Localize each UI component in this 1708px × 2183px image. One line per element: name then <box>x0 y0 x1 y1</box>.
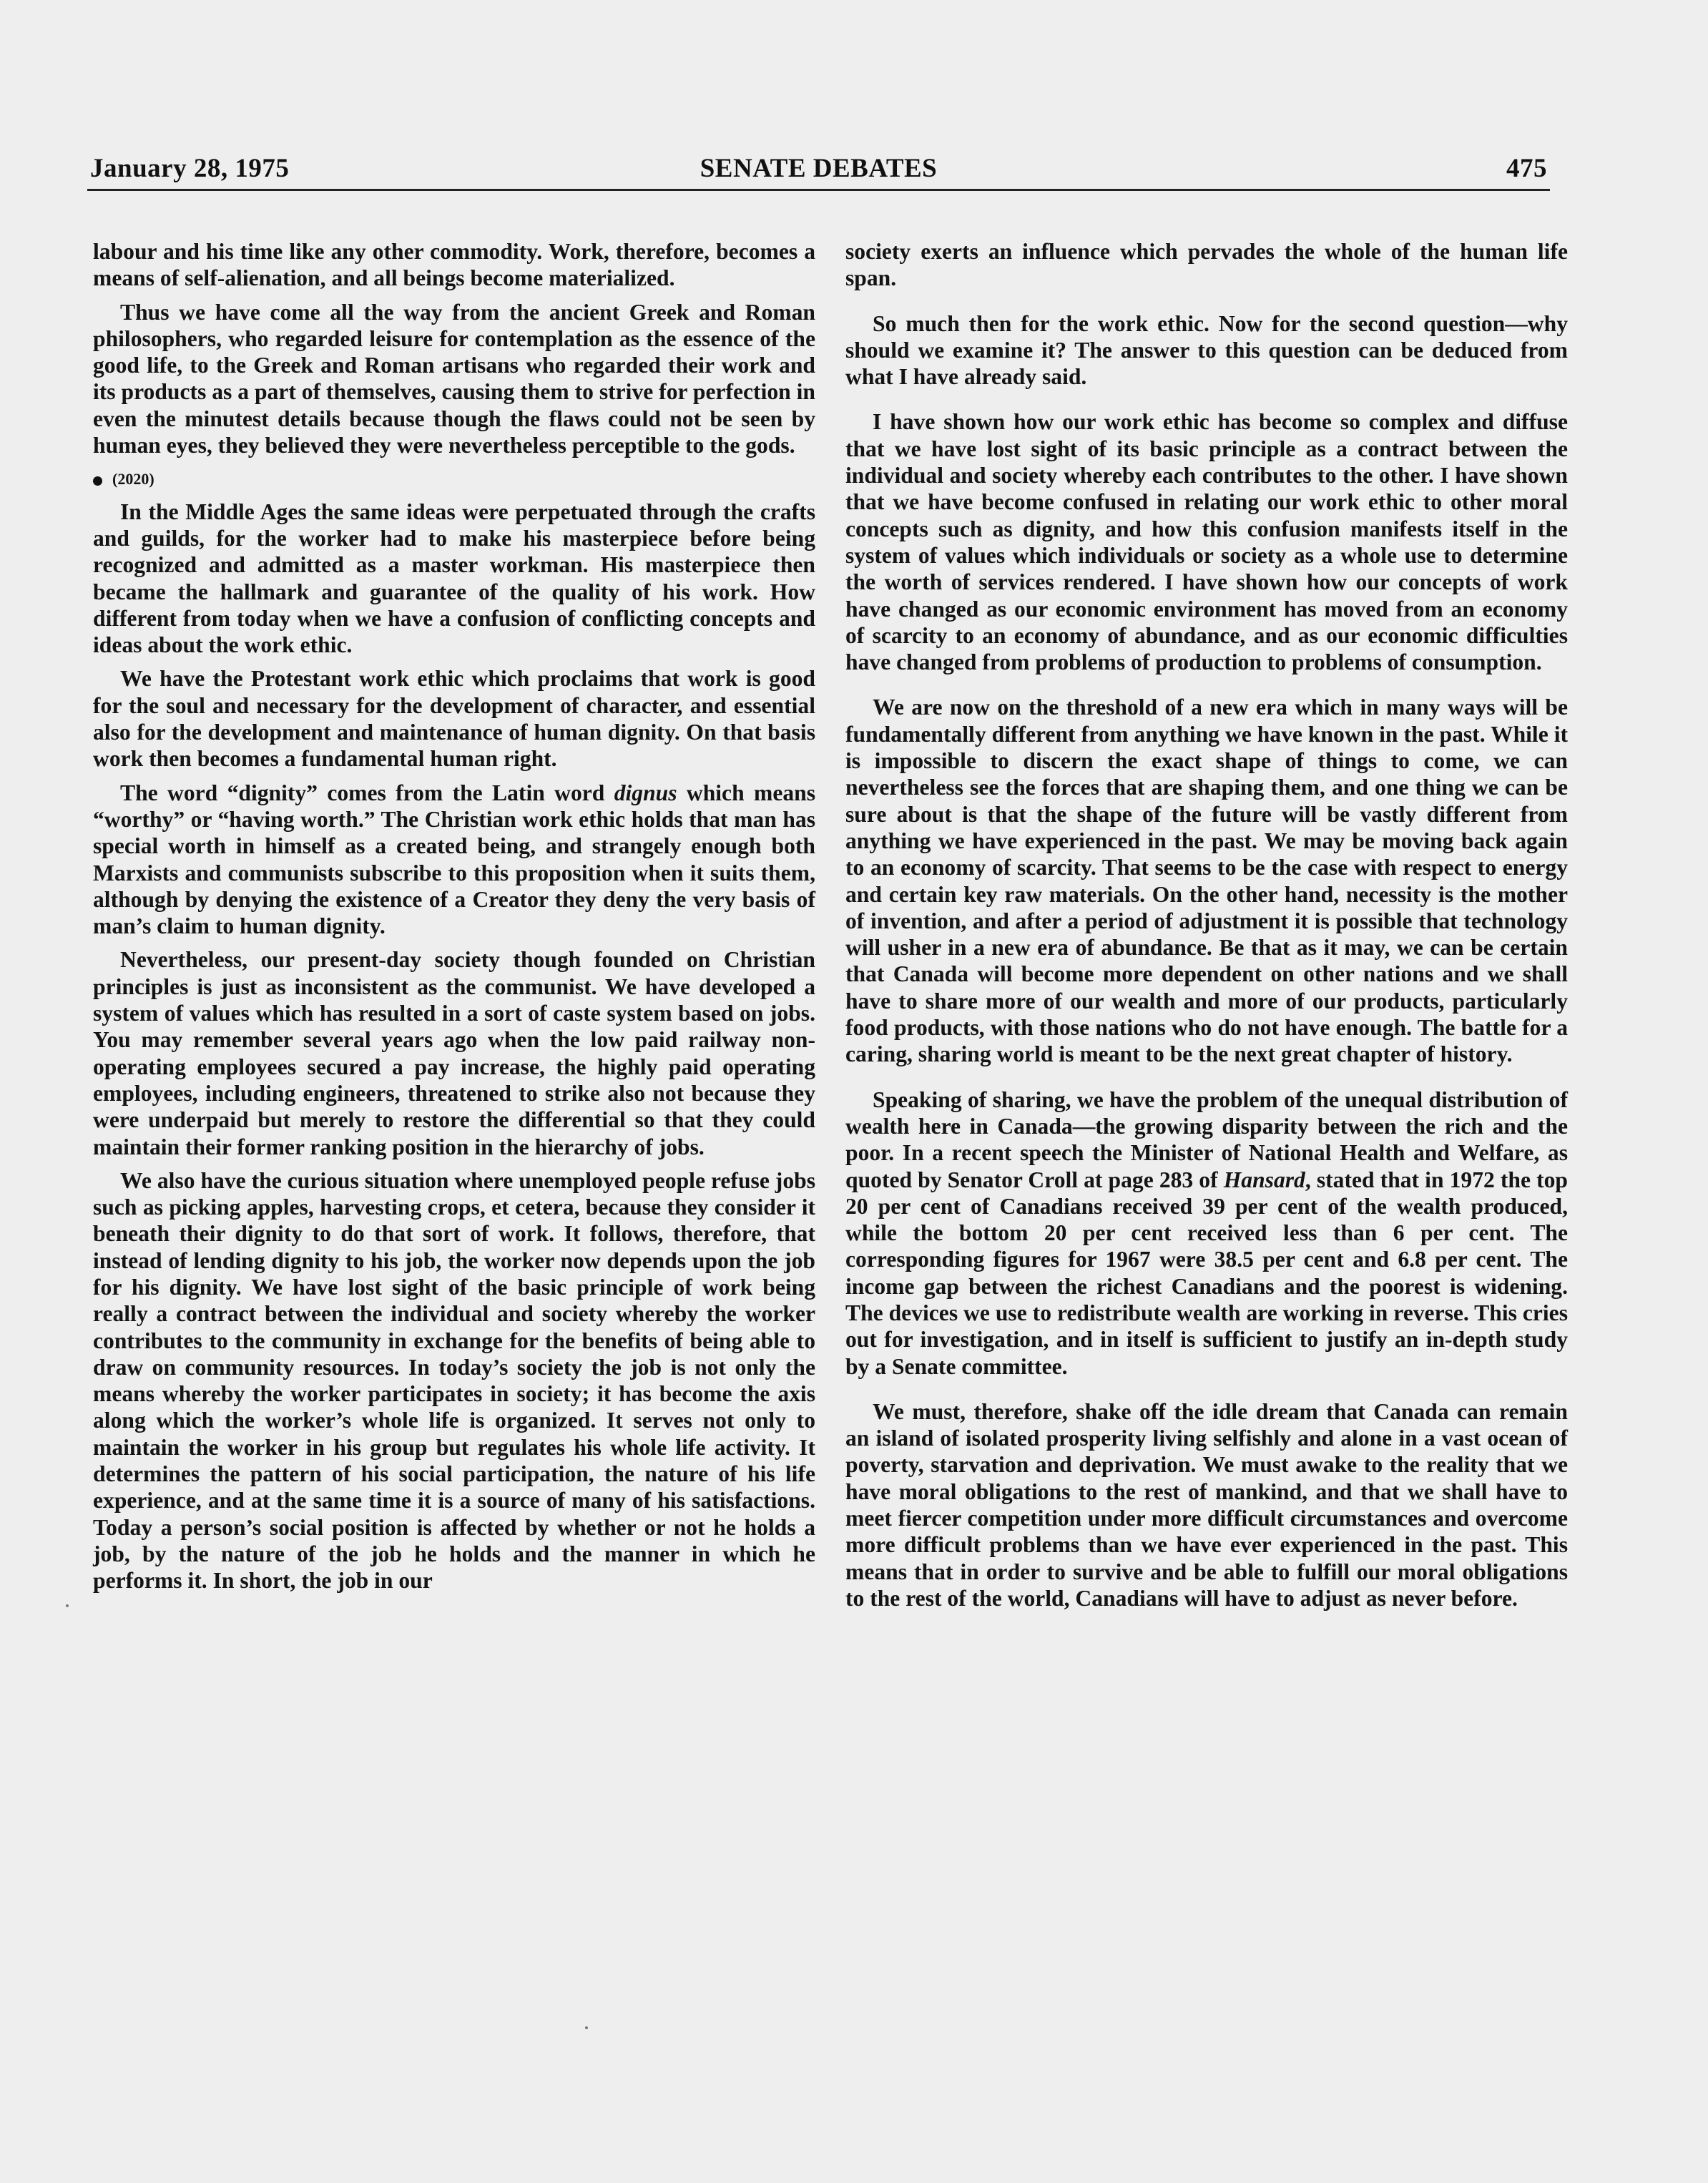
paragraph: society exerts an influence which pervades the whole of the human life span. <box>845 239 1568 291</box>
paragraph-text: , stated that in 1972 the top 20 per cent of Canadians received 39 per cent of the wealth produced, while the bottom 20 per cent received less than 6 per cent. The corresponding figures for 1967 were 38.5 per cent and 6.8 per cent. The income gap between the richest Canadians and the poorest is widening. The devices we use to redistribute wealth are working in reverse. This cries out for investigation, and in itself is sufficient to justify an in-depth study by a Senate committee. <box>845 1167 1568 1379</box>
header-title: SENATE DEBATES <box>700 154 938 183</box>
paragraph <box>845 1086 1568 1380</box>
paragraph: So much then for the work ethic. Now for the second question—why should we examine it? The answer to this question can be deduced from what I have already said. <box>845 310 1568 390</box>
paragraph <box>93 780 815 940</box>
paragraph-text: The word “dignity” comes from the Latin word <box>120 780 614 805</box>
paragraph: We are now on the threshold of a new era which in many ways will be fundamentally different from anything we have known in the past. While it is impossible to discern the exact shape of things to come, we can nevertheless see the forces that are shaping them, and one thing we can be sure about is that the shape of the future will be vastly different from anything we have experienced in the past. We may be moving back again to an economy of scarcity. That seems to be the case with respect to energy and certain key raw materials. On the other hand, necessity is the mother of invention, and after a period of adjustment it is possible that technology will usher in a new era of abundance. Be that as it may, we can be certain that Canada will become more dependent on other nations and we shall have to share more of our wealth and more of our products, particularly food products, with those nations who do not have enough. The battle for a caring, sharing world is meant to be the next great chapter of history. <box>845 695 1568 1067</box>
right-column <box>845 238 1568 1619</box>
paragraph: labour and his time like any other commodity. Work, therefore, becomes a means of self-alienation, and all beings become materialized. <box>93 239 815 291</box>
scan-speck <box>585 2026 588 2029</box>
scan-speck <box>66 1604 69 1607</box>
paragraph-text: which means “worthy” or “having worth.” The Christian work ethic holds that man has special worth in himself as a created being, and strangely enough both Marxists and communists subscribe to this proposition when it suits them, although by denying the existence of a Creator they deny the very basis of man’s claim to human dignity. <box>93 780 815 939</box>
time-marker <box>93 466 815 492</box>
paragraph: In the Middle Ages the same ideas were perpetuated through the crafts and guilds, for the worker had to make his masterpiece before being recognized and admitted as a master workman. His masterpiece then became the hallmark and guarantee of the quality of his work. How different from today when we have a confusion of conflicting concepts and ideas about the work ethic. <box>93 499 815 658</box>
paragraph: We have the Protestant work ethic which proclaims that work is good for the soul and necessary for the development of character, and essential also for the development and maintenance of human dignity. On that basis work then becomes a fundamental human right. <box>93 666 815 772</box>
paragraph-text: Speaking of sharing, we have the problem of the unequal distribution of wealth here in Canada—the growing disparity between the rich and the poor. In a recent speech the Minister of National Health and Welfare, as quoted by Senator Croll at page 283 of <box>845 1086 1568 1192</box>
paragraph: Nevertheless, our present-day society though founded on Christian principles is just as inconsistent as the communist. We have developed a system of values which has resulted in a sort of caste system based on jobs. You may remember several years ago when the low paid railway non-operating employees secured a pay increase, the highly paid operating employees, including engineers, threatened to strike also not because they were underpaid but merely to restore the differential so that they could maintain their former ranking position in the hierarchy of jobs. <box>93 947 815 1159</box>
left-column <box>93 238 815 1601</box>
paragraph: We also have the curious situation where unemployed people refuse jobs such as picking apples, harvesting crops, et cetera, because they consider it beneath their dignity to do that sort of work. It follows, therefore, that instead of lending dignity to his job, the worker now depends upon the job for his dignity. We have lost sight of the basic principle of work being really a contract between the individual and society whereby the worker contributes to the community in exchange for the benefits of being able to draw on community resources. In today’s society the job is not only the means whereby the worker participates in society; it has become the axis along which the worker’s whole life is organized. It serves not only to maintain the worker in his group but regulates his whole life activity. It determines the pattern of his social participation, the nature of his life experience, and at the same time it is a source of many of his satisfactions. Today a person’s social position is affected by whether or not he holds a job, by the nature of the job he holds and the manner in which he performs it. In short, the job in our <box>93 1167 815 1594</box>
paragraph: I have shown how our work ethic has become so complex and diffuse that we have lost sight of its basic principle as a contract between the individual and society whereby each contributes to the other. I have shown that we have become confused in relating our work ethic to other moral concepts such as dignity, and how this confusion manifests itself in the system of values which individuals or society as a whole use to determine the worth of services rendered. I have shown how our concepts of work have changed as our economic environment has moved from an economy of scarcity to an economy of abundance, and as our economic difficulties have changed from problems of production to problems of consumption. <box>845 409 1568 675</box>
paragraph: We must, therefore, shake off the idle dream that Canada can remain an island of isolated prosperity living selfishly and alone in a vast ocean of poverty, starvation and deprivation. We must awake to the reality that we have moral obligations to the rest of mankind, and that we shall have to meet fiercer competition under more difficult circumstances and overcome more difficult problems than we have ever experienced in the past. This means that in order to survive and be able to fulfill our moral obligations to the rest of the world, Canadians will have to adjust as never before. <box>845 1398 1568 1611</box>
paragraph: Thus we have come all the way from the ancient Greek and Roman philosophers, who regarded leisure for contemplation as the essence of the good life, to the Greek and Roman artisans who regarded their work and its products as a part of themselves, causing them to strive for perfection in even the minutest details because though the flaws could not be seen by human eyes, they believed they were nevertheless perceptible to the gods. <box>93 299 815 458</box>
publication-title: Hansard <box>1223 1167 1305 1192</box>
page-header <box>87 150 1550 191</box>
latin-term: dignus <box>614 780 677 805</box>
bullet-icon <box>93 476 102 486</box>
time-marker-label: (2020) <box>112 470 154 489</box>
page-number: 475 <box>1506 154 1547 183</box>
header-date: January 28, 1975 <box>90 154 290 183</box>
